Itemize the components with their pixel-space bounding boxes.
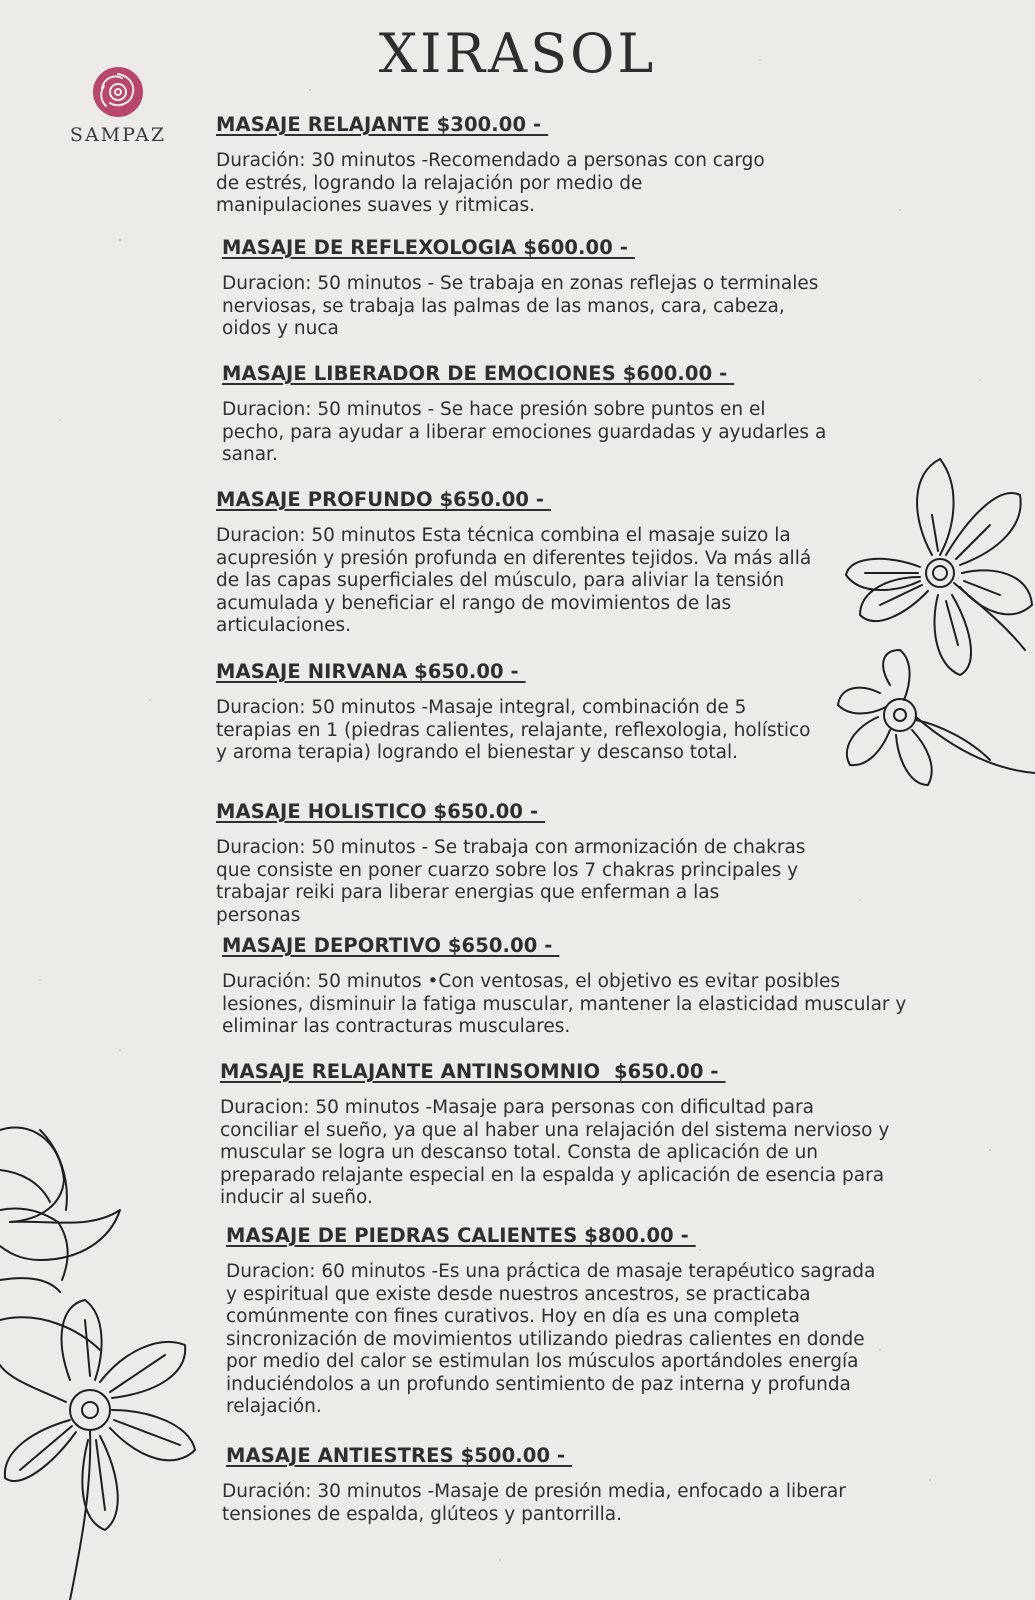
service-title: MASAJE DE REFLEXOLOGIA $600.00 - bbox=[222, 236, 635, 259]
logo-text: SAMPAZ bbox=[69, 124, 167, 146]
service-deportivo bbox=[222, 934, 922, 1039]
service-description: Duracion: 50 minutos - Se hace presión sobre puntos en el pecho, para ayudar a liberar emociones guardadas y ayudarles a sanar. bbox=[222, 399, 827, 465]
service-description: Duracion: 60 minutos -Es una práctica de masaje terapéutico sagrada y espiritual que existe desde nuestros ancestros, se practicaba comúnmente con fines curativos. Hoy en día es una completa sincronización de movimientos utilizando piedras calientes en donde por medio del calor se estimulan los músculos aportándoles energía induciéndolos a un profundo sentimiento de paz interna y profunda relajación. bbox=[226, 1261, 876, 1417]
rose-logo-icon bbox=[92, 66, 144, 118]
service-title: MASAJE RELAJANTE ANTINSOMNIO $650.00 - bbox=[220, 1060, 726, 1083]
service-description: Duracion: 50 minutos -Masaje integral, combinación de 5 terapias en 1 (piedras calientes, relajante, reflexologia, holístico y aroma terapia) logrando el bienestar y descanso total. bbox=[216, 697, 811, 763]
service-title: MASAJE HOLISTICO $650.00 - bbox=[216, 800, 546, 823]
service-description: Duración: 50 minutos •Con ventosas, el objetivo es evitar posibles lesiones, disminuir la fatiga muscular, mantener la elasticidad muscular y eliminar las contracturas musculares. bbox=[222, 971, 907, 1037]
brand-title: XIRASOL bbox=[378, 22, 657, 85]
sampaz-logo bbox=[68, 66, 168, 146]
service-description: Duración: 30 minutos -Recomendado a personas con cargo de estrés, logrando la relajación por medio de manipulaciones suaves y ritmicas. bbox=[216, 150, 765, 216]
service-antinsomnio bbox=[220, 1060, 920, 1210]
service-piedras-calientes bbox=[226, 1224, 926, 1419]
service-reflexologia bbox=[222, 236, 922, 341]
service-nirvana bbox=[216, 660, 916, 765]
service-description: Duracion: 50 minutos -Masaje para personas con dificultad para conciliar el sueño, ya que al haber una relajación del sistema nervioso y muscular se logra un descanso total. Consta de aplicación de un preparado relajante especial en la espalda y aplicación de esencia para inducir al sueño. bbox=[220, 1097, 890, 1208]
service-profundo bbox=[216, 488, 916, 638]
flower-illustration-left-icon bbox=[0, 1110, 220, 1600]
service-title: MASAJE NIRVANA $650.00 - bbox=[216, 660, 526, 683]
service-description: Duracion: 50 minutos - Se trabaja en zonas reflejas o terminales nerviosas, se trabaja las palmas de las manos, cara, cabeza, oidos y nuca bbox=[222, 273, 819, 339]
service-liberador-emociones bbox=[222, 362, 922, 467]
service-antiestres bbox=[222, 1444, 926, 1526]
service-holistico bbox=[216, 800, 916, 927]
service-title: MASAJE ANTIESTRES $500.00 - bbox=[226, 1444, 573, 1467]
service-description: Duracion: 50 minutos - Se trabaja con armonización de chakras que consiste en poner cuarzo sobre los 7 chakras principales y trabajar reiki para liberar energias que enferman a las personas bbox=[216, 837, 806, 926]
service-title: MASAJE DE PIEDRAS CALIENTES $800.00 - bbox=[226, 1224, 696, 1247]
service-title: MASAJE PROFUNDO $650.00 - bbox=[216, 488, 551, 511]
service-title: MASAJE RELAJANTE $300.00 - bbox=[216, 113, 549, 136]
service-title: MASAJE DEPORTIVO $650.00 - bbox=[222, 934, 560, 957]
service-relajante bbox=[216, 113, 916, 218]
service-title: MASAJE LIBERADOR DE EMOCIONES $600.00 - bbox=[222, 362, 735, 385]
service-description: Duracion: 50 minutos Esta técnica combina el masaje suizo la acupresión y presión profunda en diferentes tejidos. Va más allá de las capas superficiales del músculo, para aliviar la tensión acumulada y beneficiar el rango de movimientos de las articulaciones. bbox=[216, 525, 812, 636]
service-description: Duración: 30 minutos -Masaje de presión media, enfocado a liberar tensiones de espalda, glúteos y pantorrilla. bbox=[222, 1481, 846, 1525]
